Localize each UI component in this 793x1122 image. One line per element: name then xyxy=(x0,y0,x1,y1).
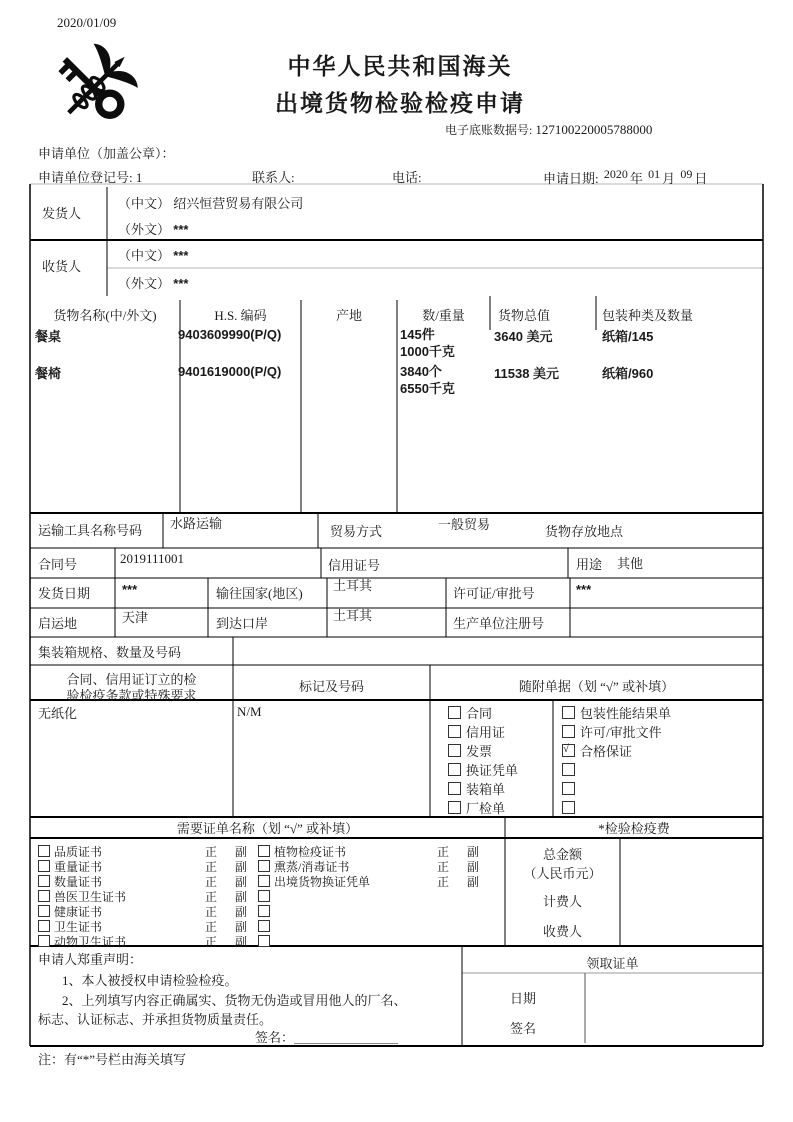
contract-value: 2019111001 xyxy=(120,551,185,566)
attached-doc-item xyxy=(562,706,671,725)
original-copy-label: 正 xyxy=(205,890,218,904)
certificate-item xyxy=(258,845,480,860)
application-date-month: 01 xyxy=(648,167,661,181)
certificates-left-column xyxy=(38,845,248,950)
certificate-item xyxy=(258,890,370,905)
goods-header-hs: H.S. 编码 xyxy=(214,308,267,323)
attached-doc-label: 包装性能结果单 xyxy=(580,706,672,721)
consignor-fn-row xyxy=(118,221,188,238)
attached-doc-label: 合格保证 xyxy=(580,744,633,759)
goods-quantity xyxy=(400,326,455,360)
original-copy-label: 正 xyxy=(205,845,218,859)
duplicate-copy-label: 副 xyxy=(235,860,248,874)
original-copy-label: 正 xyxy=(205,875,218,889)
marks-header: 标记及号码 xyxy=(298,679,364,694)
original-copy-label: 正 xyxy=(205,860,218,874)
certificate-item xyxy=(38,845,248,860)
goods-packing: 纸箱/145 xyxy=(602,329,654,344)
attached-doc-label: 换证凭单 xyxy=(466,763,519,778)
goods-value: 3640 美元 xyxy=(494,329,553,344)
application-date-day: 09 xyxy=(680,167,693,181)
checkbox-icon xyxy=(38,875,50,887)
certificate-item xyxy=(258,935,370,950)
checkbox-icon xyxy=(258,935,270,947)
contact-label: 联系人: xyxy=(252,170,295,185)
form-title-line2: 出境货物检验检疫申请 xyxy=(275,90,525,116)
attached-doc-item xyxy=(448,801,518,820)
goods-packing: 纸箱/960 xyxy=(602,366,654,381)
chinese-name-label: （中文） xyxy=(118,196,171,211)
checkbox-icon xyxy=(38,935,50,947)
attached-doc-item xyxy=(448,744,518,763)
certificate-label: 数量证书 xyxy=(54,875,103,889)
checkbox-icon xyxy=(562,725,575,738)
checkbox-icon xyxy=(448,801,461,814)
check-mark-icon: √ xyxy=(563,743,570,755)
attached-docs-col2 xyxy=(562,706,671,820)
day-suffix: 日 xyxy=(694,171,708,186)
goods-header-packing: 包装种类及数量 xyxy=(602,308,694,323)
attached-doc-item xyxy=(448,782,518,801)
fee-calculator-label: 计费人 xyxy=(542,894,582,909)
goods-qty-weight: 1000千克 xyxy=(400,344,455,359)
ship-date-label: 发货日期 xyxy=(38,586,91,601)
duplicate-copy-label: 副 xyxy=(467,845,480,859)
producer-reg-label: 生产单位注册号 xyxy=(453,616,545,631)
duplicate-copy-label: 副 xyxy=(235,905,248,919)
contract-label: 合同号 xyxy=(38,557,78,572)
applicant-reg-no xyxy=(38,170,142,185)
certificate-label: 熏蒸/消毒证书 xyxy=(274,860,350,874)
attached-doc-item xyxy=(562,725,671,744)
attached-doc-item xyxy=(562,801,671,820)
certificate-label: 健康证书 xyxy=(54,905,103,919)
fee-collector-label: 收费人 xyxy=(542,924,582,939)
attached-doc-item xyxy=(562,763,671,782)
application-date-label: 申请日期: xyxy=(543,171,599,186)
certificate-item xyxy=(38,860,248,875)
usage-value: 其他 xyxy=(617,556,644,571)
fee-total-label2: （人民币元） xyxy=(523,866,602,881)
attached-doc-label: 发票 xyxy=(466,744,493,759)
original-copy-label: 正 xyxy=(437,875,450,889)
consignor-cn-value: 绍兴恒营贸易有限公司 xyxy=(173,196,304,211)
declaration-title: 申请人郑重声明： xyxy=(38,952,143,967)
attached-doc-item xyxy=(448,706,518,725)
certificate-item xyxy=(258,920,370,935)
goods-hs-code: 9401619000(P/Q) xyxy=(178,364,282,379)
checkbox-icon xyxy=(38,920,50,932)
fee-total-label: 总金额 xyxy=(542,847,582,862)
phone-label: 电话: xyxy=(392,170,422,185)
application-date xyxy=(543,167,708,187)
checkbox-icon xyxy=(258,875,270,887)
declaration-line2: 2、上列填写内容正确属实、货物无伪造或冒用他人的厂名、 xyxy=(62,993,407,1008)
attached-doc-label: 合同 xyxy=(466,706,493,721)
certificate-label: 卫生证书 xyxy=(54,920,103,934)
duplicate-copy-label: 副 xyxy=(235,845,248,859)
vehicle-value: 水路运输 xyxy=(170,516,223,531)
checkbox-icon xyxy=(562,744,575,757)
certificate-item xyxy=(38,935,248,950)
eaccount-label: 电子底账数据号: xyxy=(445,123,533,137)
certificate-item xyxy=(38,905,248,920)
goods-quantity xyxy=(400,363,455,397)
ship-date-value: *** xyxy=(122,582,138,597)
goods-name: 餐桌 xyxy=(35,329,62,344)
checkbox-icon xyxy=(258,920,270,932)
attached-doc-label: 信用证 xyxy=(466,725,506,740)
pickup-sign-label: 签名 xyxy=(510,1021,537,1036)
attached-doc-item xyxy=(448,763,518,782)
goods-header-value: 货物总值 xyxy=(498,308,551,323)
duplicate-copy-label: 副 xyxy=(235,890,248,904)
declaration-line3: 标志、认证标志、并承担货物质量责任。 xyxy=(38,1012,273,1027)
applicant-reg-label: 申请单位登记号: xyxy=(38,170,133,185)
consignee-cn-value: *** xyxy=(173,248,189,263)
consignee-fn-row xyxy=(118,275,188,292)
foreign-name-label: （外文） xyxy=(118,276,171,291)
footnote: 注：有“*”号栏由海关填写 xyxy=(38,1052,187,1067)
goods-header-qty: 数/重量 xyxy=(422,308,465,323)
attached-doc-label: 装箱单 xyxy=(466,782,506,797)
certificate-label: 植物检疫证书 xyxy=(274,845,347,859)
certificate-item xyxy=(258,875,480,890)
original-copy-label: 正 xyxy=(437,845,450,859)
attached-doc-label: 许可/审批文件 xyxy=(580,725,662,740)
checkbox-icon xyxy=(258,845,270,857)
original-copy-label: 正 xyxy=(205,905,218,919)
original-copy-label: 正 xyxy=(437,860,450,874)
attached-doc-label: 厂检单 xyxy=(466,801,506,816)
applicant-reg-value: 1 xyxy=(135,170,143,185)
attached-doc-item xyxy=(448,725,518,744)
license-value: *** xyxy=(576,582,592,597)
goods-value: 11538 美元 xyxy=(494,366,560,381)
arrival-port-value: 土耳其 xyxy=(333,608,373,623)
month-suffix: 月 xyxy=(662,171,676,186)
clauses-header-line2: 验检疫条款或特殊要求 xyxy=(66,688,197,703)
foreign-name-label: （外文） xyxy=(118,222,171,237)
declaration-sign-line: 签名：＿＿＿＿＿＿＿＿ xyxy=(255,1030,399,1045)
license-label: 许可证/审批号 xyxy=(453,586,535,601)
attached-docs-header: 随附单据（划 “√” 或补填） xyxy=(518,679,675,694)
duplicate-copy-label: 副 xyxy=(467,875,480,889)
goods-qty-pieces: 145件 xyxy=(400,327,435,342)
goods-header-origin: 产地 xyxy=(335,308,362,323)
checkbox-icon xyxy=(38,845,50,857)
print-date: 2020/01/09 xyxy=(57,15,117,30)
goods-header-name: 货物名称(中/外文) xyxy=(53,308,157,323)
vehicle-label: 运输工具名称号码 xyxy=(38,523,143,538)
checkbox-icon xyxy=(562,706,575,719)
departure-label: 启运地 xyxy=(38,616,78,631)
goods-hs-code: 9403609990(P/Q) xyxy=(178,327,282,342)
trade-mode-label: 贸易方式 xyxy=(330,524,383,539)
checkbox-icon xyxy=(448,763,461,776)
duplicate-copy-label: 副 xyxy=(235,920,248,934)
checkbox-icon xyxy=(562,782,575,795)
pickup-title: 领取证单 xyxy=(586,956,639,971)
certificate-label: 品质证书 xyxy=(54,845,103,859)
certificate-item xyxy=(258,860,480,875)
duplicate-copy-label: 副 xyxy=(467,860,480,874)
checkbox-icon xyxy=(258,890,270,902)
dest-country-label: 输往国家(地区) xyxy=(216,586,303,601)
certificate-label: 兽医卫生证书 xyxy=(54,890,127,904)
marks-value: N/M xyxy=(237,704,262,719)
certificate-item xyxy=(258,905,370,920)
certificate-item xyxy=(38,875,248,890)
checkbox-icon xyxy=(562,763,575,776)
checkbox-icon xyxy=(448,782,461,795)
certificate-label: 出境货物换证凭单 xyxy=(274,875,371,889)
applicant-unit-label: 申请单位（加盖公章）： xyxy=(38,146,175,161)
declaration-line1: 1、本人被授权申请检验检疫。 xyxy=(62,973,238,988)
usage-label: 用途 xyxy=(576,557,603,572)
goods-qty-pieces: 3840个 xyxy=(400,364,442,379)
consignee-label: 收货人 xyxy=(42,259,82,274)
goods-qty-weight: 6550千克 xyxy=(400,381,455,396)
certificates-header: 需要证单名称（划 “√” 或补填） xyxy=(176,821,359,836)
pickup-date-label: 日期 xyxy=(510,991,537,1006)
certificate-item xyxy=(38,920,248,935)
eaccount-value: 127100220005788000 xyxy=(535,122,653,137)
storage-label: 货物存放地点 xyxy=(545,524,624,539)
goods-name: 餐椅 xyxy=(35,366,62,381)
dest-country-value: 土耳其 xyxy=(333,578,373,593)
checkbox-icon xyxy=(448,725,461,738)
checkbox-icon xyxy=(258,860,270,872)
clauses-header-line1: 合同、信用证订立的检 xyxy=(66,672,197,687)
trade-mode-value: 一般贸易 xyxy=(438,517,491,532)
eaccount-number xyxy=(445,122,652,137)
consignee-cn-row xyxy=(118,247,188,264)
chinese-name-label: （中文） xyxy=(118,248,171,263)
certificate-item xyxy=(38,890,248,905)
checkbox-icon xyxy=(38,860,50,872)
container-label: 集装箱规格、数量及号码 xyxy=(38,645,182,660)
consignor-label: 发货人 xyxy=(42,206,82,221)
consignor-fn-value: *** xyxy=(173,222,189,237)
checkbox-icon xyxy=(448,706,461,719)
checkbox-icon xyxy=(38,905,50,917)
checkbox-icon xyxy=(562,801,575,814)
certificates-right-column xyxy=(258,845,480,950)
attached-docs-col1 xyxy=(448,706,518,820)
application-date-year: 2020 xyxy=(603,167,628,181)
checkbox-icon xyxy=(258,905,270,917)
clauses-value: 无纸化 xyxy=(38,706,78,721)
form-title-line1: 中华人民共和国海关 xyxy=(287,53,513,79)
arrival-port-label: 到达口岸 xyxy=(216,616,269,631)
certificate-label: 重量证书 xyxy=(54,860,103,874)
checkbox-icon xyxy=(38,890,50,902)
certificate-label: 动物卫生证书 xyxy=(54,935,127,949)
attached-doc-item xyxy=(562,744,671,763)
fee-header: *检验检疫费 xyxy=(598,821,670,836)
lc-label: 信用证号 xyxy=(328,558,381,573)
original-copy-label: 正 xyxy=(205,935,218,949)
departure-value: 天津 xyxy=(122,610,149,625)
attached-doc-item xyxy=(562,782,671,801)
consignor-cn-row xyxy=(118,196,303,212)
original-copy-label: 正 xyxy=(205,920,218,934)
checkbox-icon xyxy=(448,744,461,757)
duplicate-copy-label: 副 xyxy=(235,875,248,889)
duplicate-copy-label: 副 xyxy=(235,935,248,949)
year-suffix: 年 xyxy=(629,171,643,186)
consignee-fn-value: *** xyxy=(173,276,189,291)
